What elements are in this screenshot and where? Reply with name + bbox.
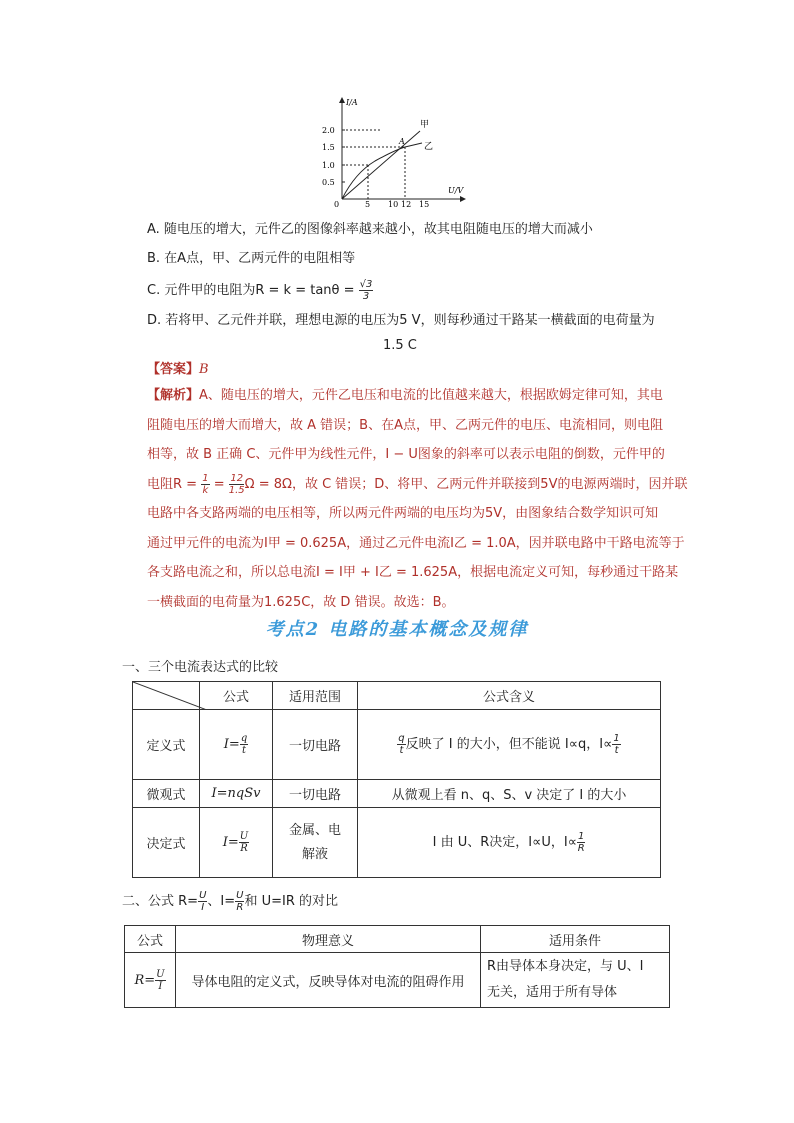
header-cell: 适用条件 [481,926,670,953]
part2-heading: 二、公式 R= $\frac{U}{I}$ 、I= $\frac{U}{R}$ 和 U=IR 的对比 [122,890,338,913]
row-name: 微观式 [133,780,200,808]
point-a-label: A [399,137,405,146]
analysis-line: 通过甲元件的电流为I甲 = 0.625A，通过乙元件电流I乙 = 1.0A，因并联电路中干路电流等于 [147,535,685,551]
answer [147,355,209,384]
row-name: 定义式 [133,710,200,780]
x-tick-label: 0 [334,200,340,207]
part1-heading: 一、三个电流表达式的比较 [122,660,279,675]
scope-cell: 一切电路 [273,710,358,780]
x-tick-label: 5 [365,200,371,207]
option-d-line2: 1.5 C [383,338,417,353]
meaning-cell: $\frac{q}{t}$ 反映了 I 的大小，但不能说 I∝q，I∝ $\frac{1}{t}$ [358,710,661,780]
analysis-line: 电路中各支路两端的电压相等，所以两元件两端的电压均为5V，由图象结合数学知识可知 [147,506,659,521]
header-cell: 物理意义 [176,926,481,953]
scope-cell: 一切电路 [273,780,358,808]
diagonal-header-cell [133,682,200,710]
analysis-line: A、随电压的增大，元件乙电压和电流的比值越来越大，根据欧姆定律可知，其电 [199,388,663,403]
formula-comparison-table [124,925,670,1008]
analysis-line: 相等，故 B 正确 C、元件甲为线性元件，I − U图象的斜率可以表示电阻的倒数，元件甲的 [147,447,665,462]
formula-cell: I= $\frac{U}{R}$ [200,808,273,878]
x-tick-label: 15 [419,200,430,207]
option-c [147,279,373,302]
sqrt3-over-3: $\frac{√3}{3}$ [359,279,373,302]
header-cell: 公式含义 [358,682,661,710]
scope-cell: 金属、电解液 [273,808,358,878]
header-cell: 公式 [125,926,176,953]
analysis-label: 【解析】 [147,388,200,403]
condition-cell: R由导体本身决定，与 U、I 无关，适用于所有导体 [481,953,670,1008]
option-d-line1: D. 若将甲、乙元件并联，理想电源的电压为5 V，则每秒通过干路某一横截面的电荷量为 [147,313,655,328]
answer-label: 【答案】 [147,362,200,377]
row-name: 决定式 [133,808,200,878]
formula-cell: I= $\frac{q}{t}$ [200,710,273,780]
y-tick-label: 0.5 [322,178,335,187]
curve-yi [342,143,422,199]
y-tick-label: 1.5 [322,143,335,152]
meaning-cell: I 由 U、R决定，I∝U，I∝ $\frac{1}{R}$ [358,808,661,878]
analysis-line: 一横截面的电荷量为1.625C，故 D 错误。故选：B。 [147,594,455,610]
analysis [147,381,688,617]
analysis-line: 电阻R = $\frac{1}{k}$ = $\frac{12}{1.5}$ Ω = 8Ω，故 C 错误；D、将甲、乙两元件并联接到5V的电源两端时，因并联 [147,472,688,496]
iu-graph [320,95,470,207]
analysis-line: 阻随电压的增大而增大，故 A 错误；B、在A点，甲、乙两元件的电压、电流相同，则电阻 [147,417,663,433]
curve-yi-label: 乙 [424,142,434,152]
header-cell: 公式 [200,682,273,710]
y-tick-label: 1.0 [322,161,335,170]
x-tick-label: 12 [401,200,412,207]
section-title: 考点2 电路的基本概念及规律 [265,619,529,640]
option-c-text: C. 元件甲的电阻为R = k = tanθ = [147,283,359,298]
meaning-cell: 从微观上看 n、q、S、v 决定了 I 的大小 [358,780,661,808]
fraction: $\frac{12}{1.5}$ [228,472,245,496]
current-expression-table [132,681,661,878]
formula-cell: R= $\frac{U}{I}$ [125,953,176,1008]
y-axis-label: I/A [346,98,358,107]
curve-jia-label: 甲 [420,120,430,130]
analysis-line: 各支路电流之和，所以总电流I = I甲 + I乙 = 1.625A，根据电流定义可知，每秒通过干路某 [147,565,679,580]
fraction: $\frac{1}{k}$ [202,472,209,496]
formula-cell: I=nqSv [200,780,273,808]
meaning-cell: 导体电阻的定义式，反映导体对电流的阻碍作用 [176,953,481,1008]
option-a: A. 随电压的增大，元件乙的图像斜率越来越小，故其电阻随电压的增大而减小 [147,222,593,237]
curve-jia [342,131,420,199]
header-cell: 适用范围 [273,682,358,710]
x-axis-label: U/V [448,186,464,195]
x-tick-label: 10 [388,200,399,207]
option-b: B. 在A点，甲、乙两元件的电阻相等 [147,251,356,266]
y-tick-label: 2.0 [322,126,335,135]
answer-value: B [199,362,209,377]
